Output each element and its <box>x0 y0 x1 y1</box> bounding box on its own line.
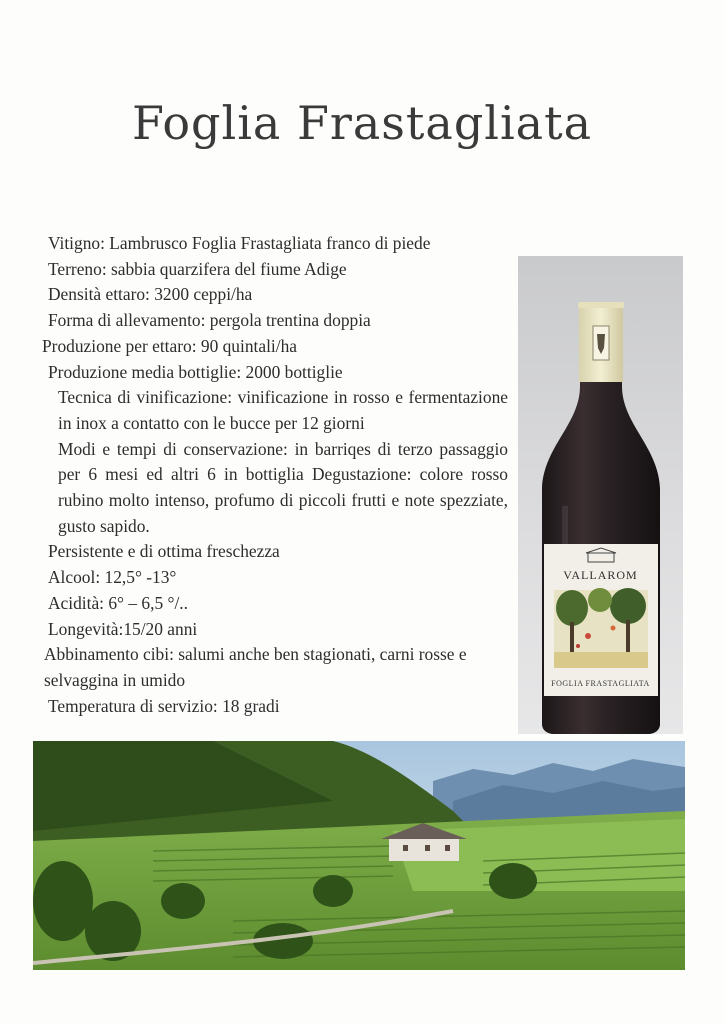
spec-produzione-bottiglie: Produzione media bottiglie: 2000 bottiglie <box>48 361 343 382</box>
vineyard-landscape-photo-icon <box>33 741 685 970</box>
spec-allevamento: Forma di allevamento: pergola trentina doppia <box>48 310 371 331</box>
spec-alcool: Alcool: 12,5° -13° <box>48 567 177 588</box>
bottle-illustration <box>518 256 683 734</box>
wine-spec-text <box>42 231 508 719</box>
spec-densita: Densità ettaro: 3200 ceppi/ha <box>48 284 253 305</box>
bottle-brand-label: VALLAROM <box>563 568 638 582</box>
spec-abbinamento: Abbinamento cibi: salumi anche ben stagionati, carni rosse e selvaggina in umido <box>44 644 467 690</box>
spec-persistenza: Persistente e di ottima freschezza <box>48 541 280 562</box>
spec-temperatura: Temperatura di servizio: 18 gradi <box>48 695 280 716</box>
vineyard-illustration <box>33 741 685 970</box>
bottle-wine-name-label: FOGLIA FRASTAGLIATA <box>551 679 650 688</box>
wine-bottle-photo-icon <box>518 256 683 734</box>
spec-vitigno: Vitigno: Lambrusco Foglia Frastagliata franco di piede <box>48 233 431 253</box>
spec-conservazione: Modi e tempi di conservazione: in barriqes di terzo passaggio per 6 mesi ed altri 6 in bottiglia Degustazione: colore rosso rubino molto intenso, profumo di piccoli frutti e note spezziate, gusto sapido. <box>58 438 508 536</box>
spec-produzione-ettaro: Produzione per ettaro: 90 quintali/ha <box>42 335 297 356</box>
spec-longevita: Longevità:15/20 anni <box>48 618 198 639</box>
page-title: Foglia Frastagliata <box>131 96 593 150</box>
spec-acidita: Acidità: 6° – 6,5 °/.. <box>48 592 188 613</box>
spec-terreno: Terreno: sabbia quarzifera del fiume Adige <box>48 258 347 279</box>
spec-vinificazione: Tecnica di vinificazione: vinificazione in rosso e fermentazione in inox a contatto con le bucce per 12 giorni <box>58 387 508 433</box>
